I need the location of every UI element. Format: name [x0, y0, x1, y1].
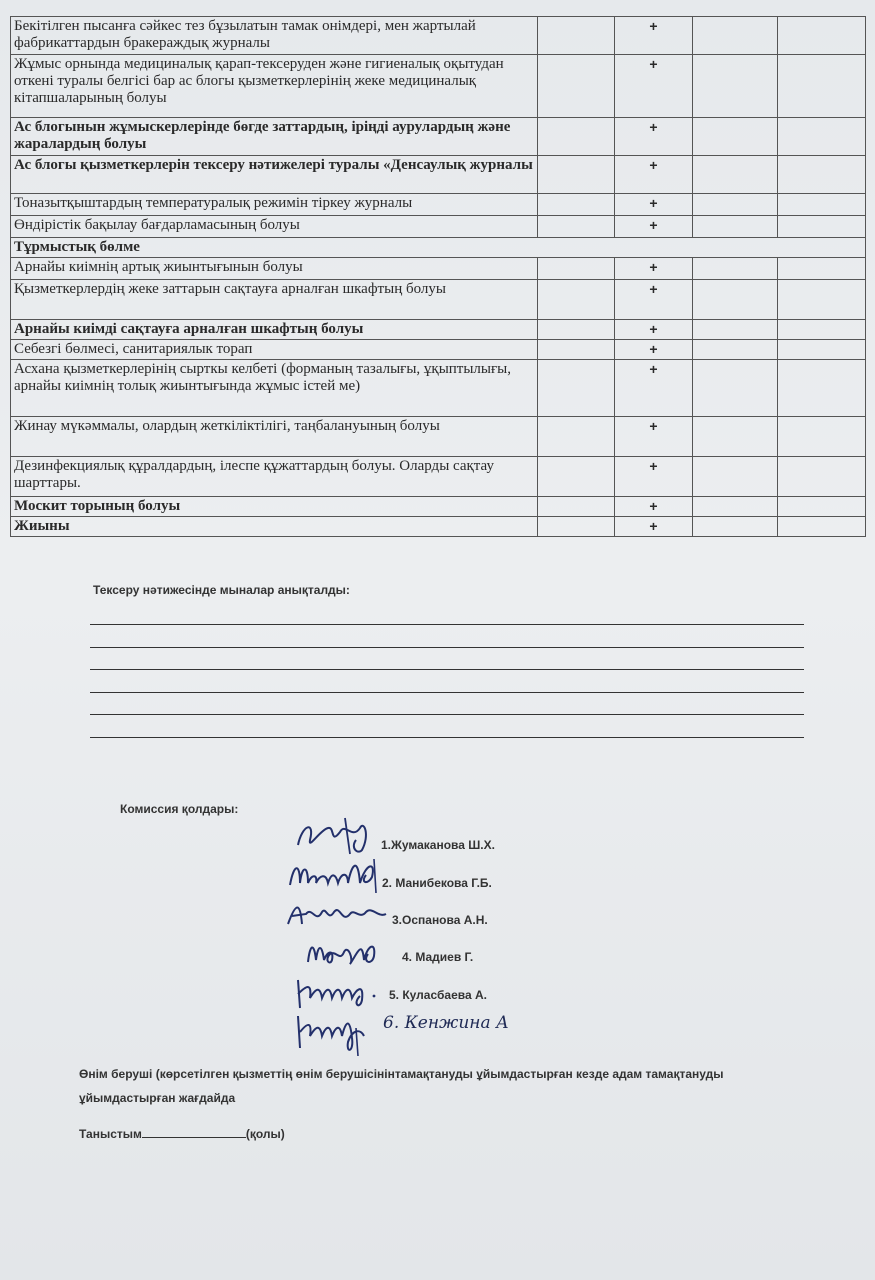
criterion-text: Жиыны	[11, 517, 538, 537]
empty-cell	[692, 417, 778, 457]
empty-cell	[537, 258, 615, 280]
criterion-text: Арнайы киімнің артық жиынтығынын болуы	[11, 258, 538, 280]
table-row	[11, 417, 866, 457]
empty-cell	[692, 280, 778, 320]
section-title: Тұрмыстық бөлме	[11, 238, 866, 258]
empty-cell	[692, 118, 778, 156]
empty-cell	[692, 517, 778, 537]
empty-cell	[692, 320, 778, 340]
blank-line	[90, 714, 804, 715]
empty-cell	[537, 17, 615, 55]
empty-cell	[537, 457, 615, 497]
blank-line	[90, 737, 804, 738]
empty-cell	[537, 340, 615, 360]
acquaintance-line	[79, 1127, 285, 1141]
empty-cell	[778, 216, 866, 238]
criterion-text: Жұмыс орнында медициналық қарап-тексеруден және гигиеналық оқытудан откені туралы белгісі бар ас блогы қызметкерлерінің жеке медициналық кітапшаларының болуы	[11, 55, 538, 118]
empty-cell	[537, 517, 615, 537]
table-row	[11, 340, 866, 360]
blank-line	[90, 669, 804, 670]
member-name: 4. Мадиев Г.	[402, 950, 474, 964]
mark-cell: +	[615, 360, 693, 417]
empty-cell	[537, 360, 615, 417]
empty-cell	[537, 497, 615, 517]
criterion-text: Ас блогы қызметкерлерін тексеру нәтижелері туралы «Денсаулық журналы	[11, 156, 538, 194]
criterion-text: Асхана қызметкерлерінің сырткы келбеті (форманың тазалығы, ұқыптылығы, арнайы киімнің толық жиынтығында жұмыс істей ме)	[11, 360, 538, 417]
signature-3	[282, 898, 392, 934]
empty-cell	[692, 17, 778, 55]
criterion-text: Дезинфекциялық құралдардың, ілеспе құжаттардың болуы. Оларды сақтау шарттары.	[11, 457, 538, 497]
empty-cell	[778, 118, 866, 156]
member-name: 3.Оспанова А.Н.	[392, 913, 488, 927]
criterion-text: Бекітілген пысанға сәйкес тез бұзылатын тамак онімдері, мен жартылай фабрикаттардын бракераждық журналы	[11, 17, 538, 55]
empty-cell	[537, 156, 615, 194]
mark-cell: +	[615, 156, 693, 194]
empty-cell	[537, 216, 615, 238]
acquainted-label: Таныстым	[79, 1127, 142, 1141]
mark-cell: +	[615, 118, 693, 156]
empty-cell	[778, 340, 866, 360]
blank-line	[90, 647, 804, 648]
blank-line	[90, 692, 804, 693]
handwritten-member-name: 6. Кенжина А	[383, 1013, 509, 1033]
criterion-text: Өндірістік бақылау бағдарламасының болуы	[11, 216, 538, 238]
table-row	[11, 517, 866, 537]
table-section-row	[11, 238, 866, 258]
table-row	[11, 17, 866, 55]
mark-cell: +	[615, 258, 693, 280]
provider-text: Өнім беруші (көрсетілген қызметтің өнім берушісінінтамақтануды ұйымдастырған кезде адам тамақтануды ұйымдастырған жағдайда	[79, 1067, 724, 1105]
empty-cell	[778, 360, 866, 417]
criterion-text: Қызметкерлердің жеке заттарын сақтауға арналған шкафтың болуы	[11, 280, 538, 320]
criterion-text: Жинау мүкәммалы, олардың жеткіліктілігі, таңбалануының болуы	[11, 417, 538, 457]
mark-cell: +	[615, 417, 693, 457]
empty-cell	[692, 340, 778, 360]
empty-cell	[778, 55, 866, 118]
mark-cell: +	[615, 194, 693, 216]
empty-cell	[537, 320, 615, 340]
empty-cell	[537, 194, 615, 216]
results-title: Тексеру нәтижесінде мыналар анықталды:	[93, 583, 350, 597]
criterion-text: Арнайы киімді сақтауға арналған шкафтың болуы	[11, 320, 538, 340]
mark-cell: +	[615, 17, 693, 55]
table-row	[11, 258, 866, 280]
table-row	[11, 55, 866, 118]
member-name: 1.Жумаканова Ш.Х.	[381, 838, 495, 852]
mark-cell: +	[615, 55, 693, 118]
signature-blank	[142, 1127, 246, 1138]
empty-cell	[692, 497, 778, 517]
mark-cell: +	[615, 457, 693, 497]
signature-4	[302, 932, 382, 972]
commission-title: Комиссия қолдары:	[120, 802, 239, 816]
empty-cell	[692, 156, 778, 194]
empty-cell	[778, 320, 866, 340]
mark-cell: +	[615, 320, 693, 340]
criterion-text: Москит торының болуы	[11, 497, 538, 517]
empty-cell	[778, 156, 866, 194]
table-row	[11, 457, 866, 497]
mark-cell: +	[615, 497, 693, 517]
mark-cell: +	[615, 340, 693, 360]
table-row	[11, 194, 866, 216]
mark-cell: +	[615, 280, 693, 320]
empty-cell	[778, 457, 866, 497]
empty-cell	[692, 194, 778, 216]
empty-cell	[778, 194, 866, 216]
empty-cell	[778, 17, 866, 55]
empty-cell	[778, 280, 866, 320]
table-row	[11, 156, 866, 194]
empty-cell	[778, 417, 866, 457]
criterion-text: Тоназытқыштардың температуралық режимін тіркеу журналы	[11, 194, 538, 216]
empty-cell	[537, 55, 615, 118]
empty-cell	[778, 258, 866, 280]
blank-line	[90, 624, 804, 625]
table-row	[11, 320, 866, 340]
member-name: 2. Манибекова Г.Б.	[382, 876, 492, 890]
inspection-table	[10, 16, 866, 537]
criterion-text: Себезгі бөлмесі, санитариялык торап	[11, 340, 538, 360]
signature-label: (қолы)	[245, 1127, 285, 1141]
empty-cell	[778, 497, 866, 517]
empty-cell	[537, 417, 615, 457]
empty-cell	[692, 55, 778, 118]
table-row	[11, 497, 866, 517]
empty-cell	[692, 216, 778, 238]
table-row	[11, 360, 866, 417]
table-row	[11, 216, 866, 238]
empty-cell	[692, 258, 778, 280]
signature-6	[290, 1008, 370, 1058]
table-row	[11, 280, 866, 320]
empty-cell	[537, 280, 615, 320]
signature-2	[286, 853, 384, 895]
empty-cell	[692, 457, 778, 497]
table-row	[11, 118, 866, 156]
member-name: 5. Куласбаева А.	[389, 988, 487, 1002]
empty-cell	[778, 517, 866, 537]
empty-cell	[692, 360, 778, 417]
empty-cell	[537, 118, 615, 156]
mark-cell: +	[615, 517, 693, 537]
mark-cell: +	[615, 216, 693, 238]
criterion-text: Ас блогынын жұмыскерлерінде бөгде заттардың, іріңді аурулардың және жаралардың болуы	[11, 118, 538, 156]
